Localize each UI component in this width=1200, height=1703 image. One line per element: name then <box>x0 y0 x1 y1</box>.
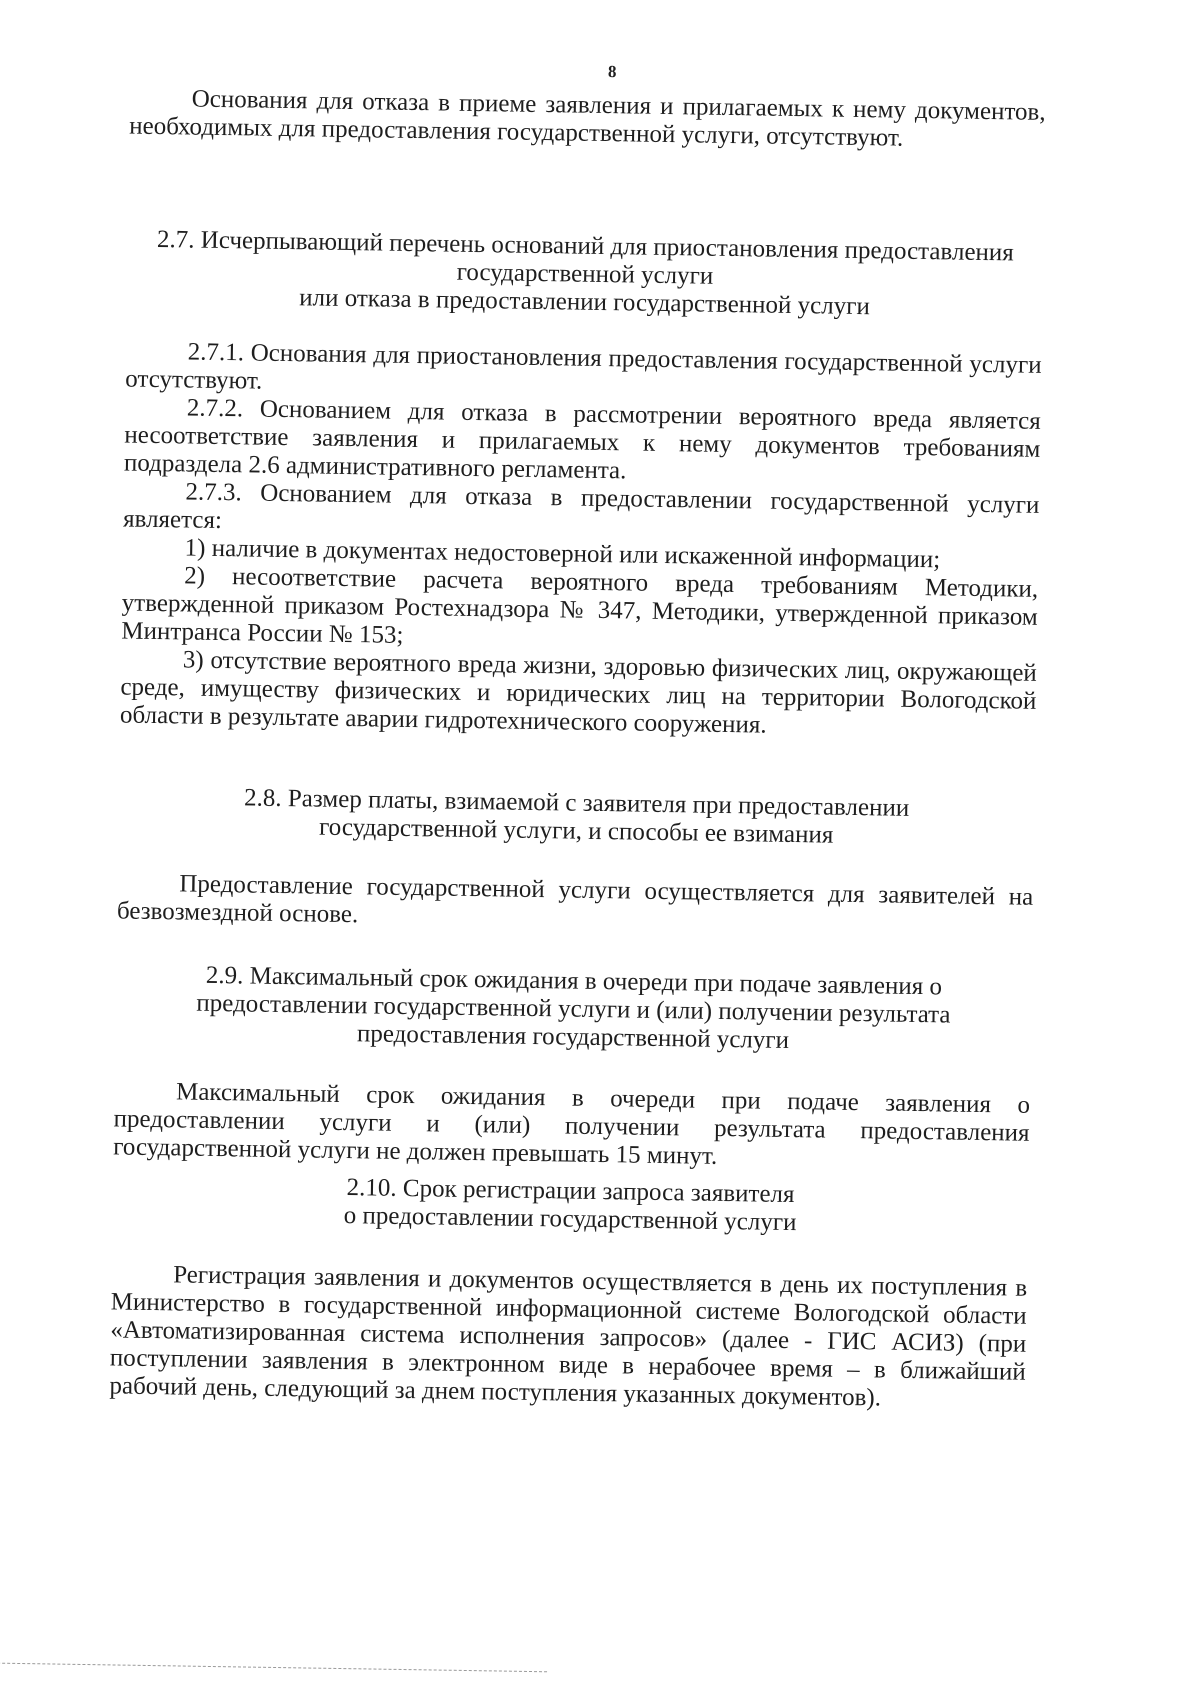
section-heading-line: предоставлении государственной услуги и (или) получении результата <box>196 989 951 1029</box>
section-heading-line: 2.7. Исчерпывающий перечень оснований для приостановления предоставления <box>156 225 1015 267</box>
section-2-7-heading <box>126 226 1043 324</box>
section-2-9-body <box>113 1077 1030 1175</box>
section-2-10-heading <box>112 1170 1029 1240</box>
section-2-9-heading <box>115 960 1032 1058</box>
section-2-10-body <box>109 1260 1027 1414</box>
paragraph-2-7-2: 2.7.2. Основанием для отказа в рассмотрении вероятного вреда является несоответствие заявления и прилагаемых к нему документов требованиям подраздела 2.6 административного регламента. <box>123 394 1041 485</box>
section-heading-line: 2.8. Размер платы, взимаемой с заявителя при предоставлении <box>243 784 910 822</box>
intro-block <box>129 85 1046 155</box>
section-heading-line: или отказа в предоставлении государственной услуги <box>299 284 871 321</box>
section-2-8-body <box>117 869 1034 939</box>
section-2-7-body <box>120 337 1042 743</box>
list-item-3: 3) отсутствие вероятного вреда жизни, здоровью физических лиц, окружающей среде, имуществу физических и юридических лиц на территории Вологодской области в результате аварии гидротехнического сооружения. <box>119 646 1037 739</box>
paragraph-2-7-3: 2.7.3. Основанием для отказа в предоставлении государственной услуги является: <box>122 478 1040 535</box>
section-2-8-heading <box>118 782 1035 852</box>
intro-paragraph: Основания для отказа в приеме заявления и прилагаемых к нему документов, необходимых для предоставления государственной услуги, отсутствуют. <box>129 85 1046 152</box>
list-item-2: 2) несоответствие расчета вероятного вреда требованиям Методики, утвержденной приказом Ростехнадзора № 347, Методики, утвержденной приказом Минтранса России № 153; <box>121 562 1039 649</box>
section-heading-line: о предоставлении государственной услуги <box>343 1202 797 1237</box>
paragraph-2-8: Предоставление государственной услуги осуществляется для заявителей на безвозмездной основе. <box>116 870 1034 929</box>
list-item-1: 1) наличие в документах недостоверной или искаженной информации; <box>184 534 941 574</box>
paragraph-2-7-1: 2.7.1. Основания для приостановления предоставления государственной услуги отсутствуют. <box>125 338 1042 395</box>
section-heading-line: 2.9. Максимальный срок ожидания в очереди при подаче заявления о <box>205 961 943 1001</box>
section-heading-line: государственной услуги <box>456 258 714 290</box>
section-heading-line: государственной услуги, и способы ее взимания <box>318 813 834 849</box>
section-heading-line: 2.10. Срок регистрации запроса заявителя <box>346 1174 795 1209</box>
scan-edge-line <box>0 1662 547 1672</box>
paragraph-2-9: Максимальный срок ожидания в очереди при подаче заявления о предоставлении услуги и (или) получении результата предоставления государственной услуги не должен превышать 15 минут. <box>113 1078 1031 1170</box>
page-number: 8 <box>607 62 617 82</box>
paragraph-2-10: Регистрация заявления и документов осуществляется в день их поступления в Министерство в государственной информационной системе Вологодской области «Автоматизированная система исполнения запросов» (далее - ГИС АСИЗ) (при поступлении заявления в электронном виде в нерабочее время – в ближайший рабочий день, следующий за днем поступления указанных документов). <box>109 1261 1028 1412</box>
section-heading-line: предоставления государственной услуги <box>356 1020 790 1054</box>
